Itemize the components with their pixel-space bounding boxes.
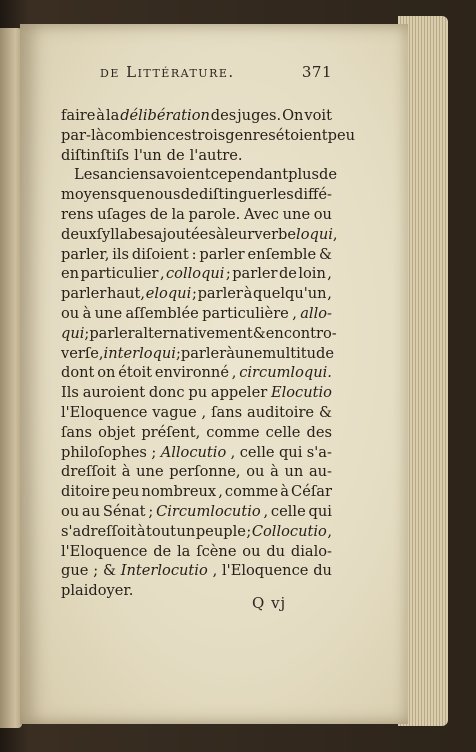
word: vague — [152, 403, 197, 421]
word: ſans — [61, 423, 92, 441]
word: préſent, — [141, 423, 201, 441]
word: comme — [224, 483, 279, 501]
word: philoſophes — [61, 443, 147, 461]
page-number: 371 — [301, 63, 332, 81]
word: trois — [191, 126, 226, 144]
word: à — [226, 344, 235, 362]
word: , — [218, 483, 223, 501]
signature-mark: Q vj — [252, 594, 287, 612]
word: diſtinſtiſs — [61, 146, 130, 164]
text-line — [61, 284, 332, 304]
word: qui — [308, 502, 332, 520]
word: nous — [145, 186, 181, 204]
word: particulier — [80, 265, 159, 283]
word: , — [201, 403, 207, 421]
word: nombreux — [141, 483, 217, 501]
word: enſemble — [247, 245, 317, 263]
word: peu — [327, 126, 356, 144]
text-line — [61, 205, 332, 225]
word: objet — [98, 423, 136, 441]
word: celle — [239, 443, 275, 461]
word: Céſar — [291, 483, 332, 501]
word: dialo- — [290, 542, 332, 560]
word: à — [215, 225, 225, 243]
word: On — [282, 107, 304, 124]
word: voit — [304, 107, 332, 124]
word: du — [266, 542, 286, 560]
word: parole. — [188, 205, 241, 223]
text-line — [61, 165, 337, 185]
word: à — [82, 304, 92, 322]
word: ; — [84, 324, 90, 342]
word: Collocutio — [251, 522, 327, 540]
word: appeler — [210, 384, 268, 402]
word: ; — [191, 285, 197, 303]
word: parler — [89, 324, 135, 342]
word: diſoient — [131, 245, 189, 263]
word: des — [210, 107, 237, 124]
word: auroient — [82, 384, 146, 402]
word: une — [282, 205, 311, 223]
word: quelqu'un — [252, 285, 327, 303]
word: gue — [61, 562, 89, 580]
word: combien — [104, 126, 168, 144]
word: contro- — [283, 324, 337, 342]
word: l'autre. — [189, 146, 243, 164]
word: de — [278, 265, 297, 283]
text-line — [61, 403, 332, 423]
word: l'Eloquence — [222, 562, 309, 580]
word: à — [243, 285, 253, 303]
word: perſonne, — [169, 463, 241, 481]
word: ajoutées — [153, 225, 216, 243]
word: Interlocutio — [120, 562, 208, 580]
word: ; — [93, 562, 99, 580]
word: & — [318, 245, 332, 263]
word: eloqui — [145, 285, 192, 303]
text-line — [61, 106, 332, 126]
text-line — [61, 542, 332, 562]
word: parler — [197, 285, 243, 303]
word: ou — [61, 304, 80, 322]
word: s'adreſſoit — [61, 522, 137, 540]
text-line — [61, 423, 332, 443]
word: ; — [151, 443, 157, 461]
word: ; — [148, 502, 154, 520]
word: s'a- — [306, 443, 332, 461]
word: : — [191, 245, 197, 263]
word: du — [313, 562, 332, 580]
word: ſans — [211, 403, 243, 421]
word: colloqui — [165, 265, 225, 283]
word: & — [102, 562, 116, 580]
word: ou — [313, 205, 332, 223]
word: celle — [270, 502, 306, 520]
word: plaidoyer. — [61, 582, 134, 600]
word: Les — [74, 166, 100, 184]
word: ces — [167, 126, 192, 144]
text-line — [61, 482, 332, 502]
word: à — [270, 463, 279, 481]
word: Ils — [61, 384, 79, 402]
word: délibération — [120, 107, 210, 124]
word: la — [177, 542, 191, 560]
word: au- — [308, 463, 332, 481]
word: , — [327, 265, 332, 283]
text-line — [61, 522, 332, 542]
word: Circumlocutio — [156, 502, 261, 520]
running-header — [100, 63, 332, 81]
word: on — [97, 364, 116, 382]
word: ou — [61, 502, 80, 520]
word: verbe — [254, 225, 297, 243]
word: uſages — [97, 205, 147, 223]
word: qui — [61, 324, 85, 342]
word: à — [121, 463, 131, 481]
word: ſyllabes — [96, 225, 154, 243]
word: la — [105, 107, 120, 124]
word: environné — [154, 364, 229, 382]
word: verſe, — [61, 344, 104, 362]
word: plus — [288, 166, 320, 184]
word: , — [263, 502, 269, 520]
word: , — [159, 265, 165, 283]
word: ; — [175, 344, 181, 362]
word: parler — [61, 285, 107, 303]
word: à — [280, 483, 289, 501]
word: ſcène — [196, 542, 237, 560]
text-line — [61, 383, 332, 403]
word: diffé- — [294, 186, 332, 204]
word: avoient — [156, 166, 211, 184]
word: la — [171, 205, 185, 223]
word: au — [82, 502, 101, 520]
text-line — [61, 304, 332, 324]
word: & — [252, 324, 266, 342]
word: rens — [61, 205, 94, 223]
word: en — [61, 265, 80, 283]
word: donc — [148, 384, 185, 402]
word: qui — [278, 443, 303, 461]
body-text — [61, 106, 356, 601]
word: leur — [224, 225, 255, 243]
word: dont — [61, 364, 95, 382]
word: un — [176, 522, 196, 540]
word: diſtinguer — [198, 186, 273, 204]
word: de — [319, 166, 337, 184]
word: genres — [225, 126, 276, 144]
word: parler — [232, 265, 278, 283]
word: Avec — [243, 205, 279, 223]
word: tout — [146, 522, 176, 540]
word: , — [332, 225, 338, 243]
word: , — [231, 364, 237, 382]
word: celle — [265, 423, 301, 441]
word: de — [166, 146, 185, 164]
word: à — [96, 107, 105, 124]
word: les — [272, 186, 294, 204]
word: ditoire — [61, 483, 110, 501]
word: de — [149, 205, 168, 223]
word: , — [292, 304, 297, 322]
left-page-edge — [0, 28, 22, 728]
text-line — [61, 344, 335, 364]
word: étoit — [118, 364, 153, 382]
word: un — [284, 463, 304, 481]
word: pu — [188, 384, 208, 402]
word: de — [180, 186, 199, 204]
text-line — [61, 443, 332, 463]
text-line — [61, 363, 332, 383]
word: de — [153, 542, 172, 560]
word: cependant — [210, 166, 289, 184]
word: peuple — [195, 522, 246, 540]
word: faire — [61, 107, 96, 124]
word: interloqui — [103, 344, 176, 362]
word: loin — [298, 265, 326, 283]
word: multitude — [262, 344, 335, 362]
word: ou — [242, 542, 261, 560]
text-line — [61, 561, 332, 581]
word: ou — [246, 463, 265, 481]
word: circumloqui. — [239, 364, 332, 382]
word: dreſſoit — [61, 463, 117, 481]
word: allo- — [300, 304, 332, 322]
word: que — [117, 186, 146, 204]
word: Sénat — [102, 502, 146, 520]
word: particulière — [202, 304, 289, 322]
text-line — [61, 462, 332, 482]
word: une — [136, 463, 164, 481]
text-line — [61, 324, 337, 344]
word: étoient — [275, 126, 328, 144]
word: parler — [199, 245, 245, 263]
word: par-là — [61, 126, 105, 144]
word: anciens — [99, 166, 157, 184]
word: loqui — [296, 225, 333, 243]
word: , — [212, 562, 218, 580]
word: moyens — [61, 186, 118, 204]
word: peu — [112, 483, 140, 501]
word: une — [94, 304, 123, 322]
word: en — [265, 324, 284, 342]
text-line — [61, 225, 338, 245]
word: haut, — [107, 285, 146, 303]
text-line — [61, 185, 332, 205]
word: aſſemblée — [125, 304, 199, 322]
word: Elocutio — [270, 384, 332, 402]
word: Allocutio — [160, 443, 227, 461]
word: des — [306, 423, 332, 441]
running-title: de Littérature. — [100, 63, 235, 81]
word: ils — [112, 245, 130, 263]
word: auditoire — [247, 403, 315, 421]
text-line — [61, 245, 332, 265]
word: alternativement — [134, 324, 253, 342]
word: deux — [61, 225, 97, 243]
word: l'un — [134, 146, 162, 164]
text-line — [61, 502, 332, 522]
word: juges. — [237, 107, 282, 124]
text-line — [61, 264, 332, 284]
word: à — [136, 522, 146, 540]
word: parler — [180, 344, 227, 362]
word: & — [319, 403, 332, 421]
word: comme — [206, 423, 260, 441]
word: l'Eloquence — [61, 542, 148, 560]
text-line — [61, 146, 332, 166]
word: , — [230, 443, 236, 461]
word: ; — [246, 522, 252, 540]
text-line — [61, 581, 332, 601]
word: une — [234, 344, 263, 362]
text-line — [61, 126, 356, 146]
word: , — [327, 285, 332, 303]
word: parler, — [61, 245, 110, 263]
word: ; — [225, 265, 231, 283]
word: l'Eloquence — [61, 403, 148, 421]
word: , — [327, 522, 332, 540]
